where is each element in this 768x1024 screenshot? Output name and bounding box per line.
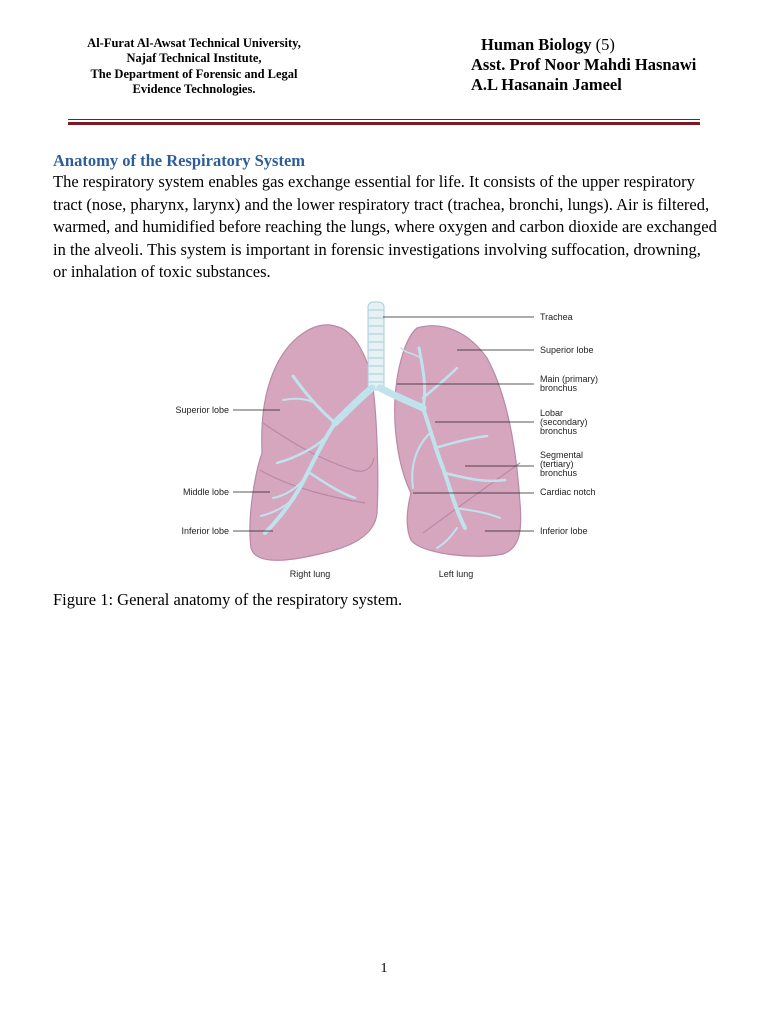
page-number: 1 (380, 961, 388, 976)
trachea-shape (368, 302, 384, 390)
institution-line: Al-Furat Al-Awsat Technical University, (87, 36, 301, 50)
course-block (471, 35, 696, 95)
course-number: (5) (595, 35, 615, 54)
section-body: The respiratory system enables gas exchange essential for life. It consists of the upper respiratory tract (nose, pharynx, larynx) and the lower respiratory tract (trachea, bronchi, lungs). Air is filtered, warmed, and humidified before reaching the lungs, where oxygen and carbon dioxide are exchanged in the alveoli. This system is important in forensic investigations involving suffocation, drowning, or inhalation of toxic substances. (53, 172, 717, 282)
lung-anatomy-figure (165, 298, 615, 583)
institution-block (60, 36, 328, 97)
header-rule-thin (68, 119, 700, 120)
institution-line: The Department of Forensic and Legal (90, 66, 298, 81)
label-left-superior-lobe: Superior lobe (540, 345, 594, 355)
lung-diagram (165, 298, 615, 583)
figure-labels (175, 312, 598, 579)
label-right-lung: Right lung (289, 569, 331, 579)
label-right-middle-lobe: Middle lobe (182, 487, 229, 497)
label-left-inferior-lobe: Inferior lobe (540, 526, 588, 536)
label-lobar-1: Lobar (540, 408, 564, 418)
course-title: Human Biology (481, 35, 592, 54)
label-left-lung: Left lung (438, 569, 474, 579)
label-main-bronchus-2: bronchus (540, 383, 578, 393)
label-lobar-3: bronchus (540, 426, 578, 436)
label-lobar-2: (secondary) (540, 417, 588, 427)
label-segmental-3: bronchus (540, 468, 578, 478)
figure-caption: Figure 1: General anatomy of the respiratory system. (53, 590, 403, 609)
institution-line: Evidence Technologies. (132, 81, 256, 96)
right-lung-shape (250, 325, 378, 560)
section-heading: Anatomy of the Respiratory System (53, 151, 306, 170)
label-cardiac-notch: Cardiac notch (540, 487, 596, 497)
label-right-superior-lobe: Superior lobe (175, 405, 229, 415)
institution-line: Najaf Technical Institute, (126, 51, 262, 66)
label-segmental-1: Segmental (540, 450, 584, 460)
label-right-inferior-lobe: Inferior lobe (181, 526, 229, 536)
label-trachea: Trachea (540, 312, 573, 322)
header-rule-thick (68, 122, 700, 125)
author-1: Asst. Prof Noor Mahdi Hasnawi (471, 55, 697, 74)
course-title-line (471, 35, 696, 55)
label-segmental-2: (tertiary) (540, 459, 574, 469)
author-2: A.L Hasanain Jameel (471, 75, 622, 94)
label-main-bronchus-1: Main (primary) (540, 374, 599, 384)
